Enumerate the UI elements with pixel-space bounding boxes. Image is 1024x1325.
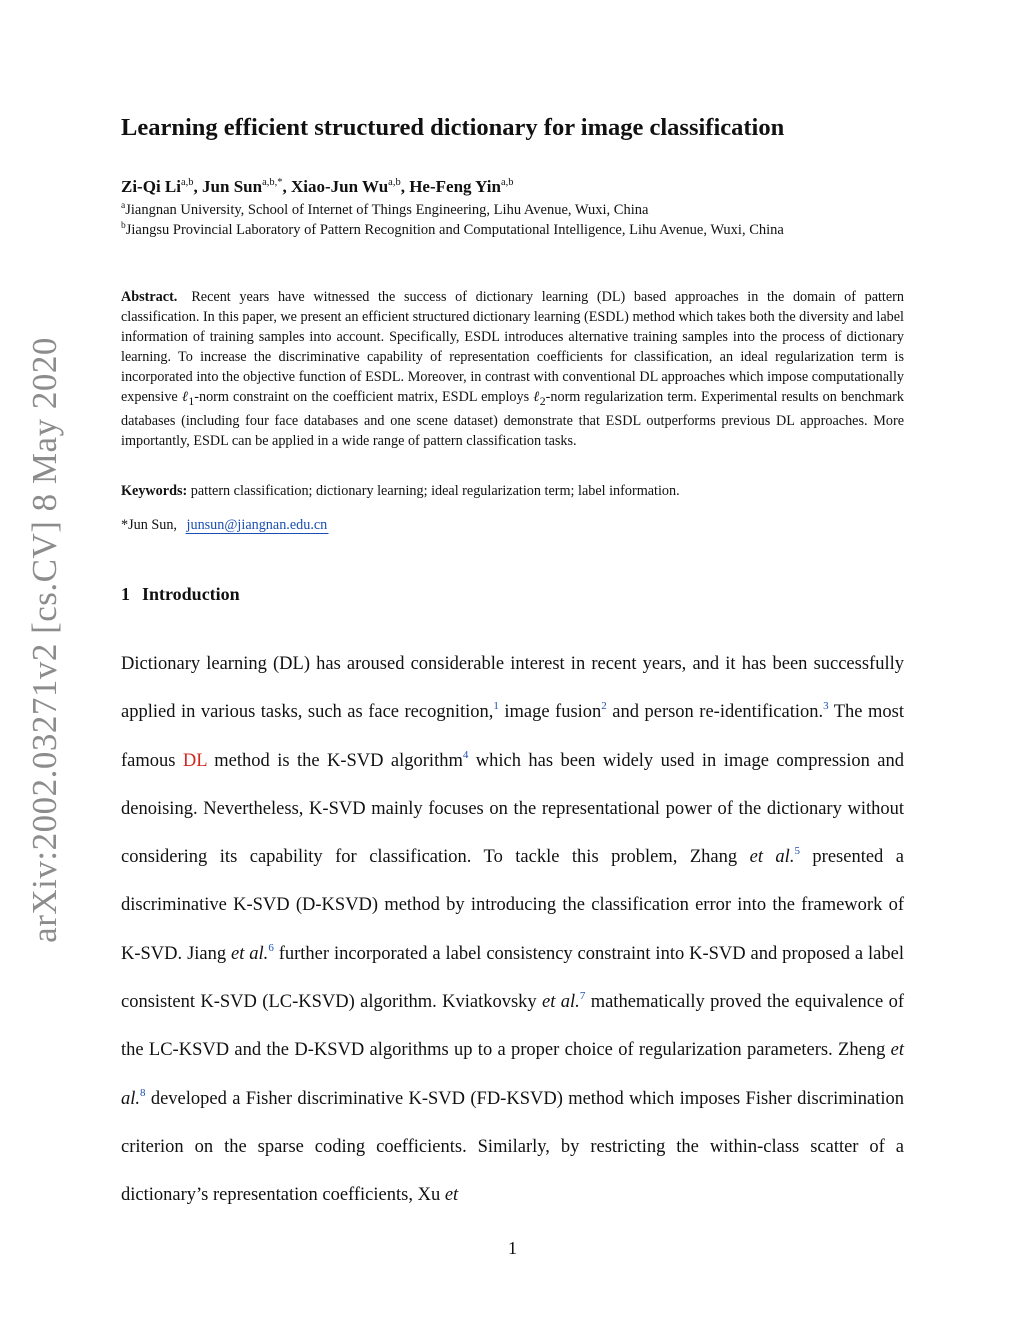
author-name: Jun Sun: [202, 177, 263, 196]
body-text-run: and person re-identification.: [606, 702, 824, 723]
abstract-label: Abstract.: [121, 289, 178, 305]
body-text-run: Dictionary learning (DL) has aroused considerable interest in recent years, and it has been successfully applied in various tasks, such as face recognition,: [121, 654, 904, 723]
affiliation-text: Jiangnan University, School of Internet of Things Engineering, Lihu Avenue, Wuxi, China: [125, 202, 649, 218]
abstract-text-3: -norm regularization term. Experimental results on benchmark databases (including four face databases and one scene dataset) demonstrate that ESDL outperforms previous DL approaches. More importantly, ESDL can be applied in a wide range of pattern classification tasks.: [121, 389, 904, 450]
body-text-run: mathematically proved the equivalence of the LC-KSVD and the D-KSVD algorithms up to a proper choice of regularization parameters. Zheng: [121, 992, 904, 1061]
l1-norm-subscript: 1: [188, 394, 195, 409]
citation-link[interactable]: 3: [823, 700, 829, 713]
author-separator: ,: [282, 177, 291, 196]
keywords: [121, 483, 680, 500]
l2-norm-subscript: 2: [539, 394, 546, 409]
author-separator: ,: [193, 177, 203, 196]
section-title: Introduction: [142, 584, 240, 604]
author-name: Zi-Qi Li: [121, 177, 181, 196]
l1-norm-symbol: ℓ: [181, 389, 189, 406]
author-separator: ,: [400, 177, 410, 196]
author-affiliation-mark: a,b: [180, 177, 194, 188]
body-text-run: image fusion: [498, 702, 602, 723]
et-al-text: et: [444, 1185, 459, 1206]
page-number: 1: [508, 1238, 517, 1258]
l2-norm-symbol: ℓ: [533, 389, 540, 406]
email-link[interactable]: junsun@jiangnan.edu.cn: [186, 517, 328, 533]
et-al-text: et al.: [542, 992, 580, 1013]
affiliation-text: Jiangsu Provincial Laboratory of Pattern Recognition and Computational Intelligence, Lihu Avenue, Wuxi, China: [125, 222, 784, 238]
affiliation-a: [121, 201, 648, 219]
body-text-run: The most famous: [121, 702, 904, 771]
corresponding-label: *Jun Sun,: [121, 517, 177, 533]
arxiv-identifier: arXiv:2002.03271v2 [cs.CV] 8 May 2020: [25, 337, 64, 943]
author-name: Xiao-Jun Wu: [290, 177, 389, 196]
citation-link[interactable]: 2: [601, 700, 607, 713]
citation-link[interactable]: 4: [462, 748, 469, 761]
et-al-text: et al.: [749, 847, 795, 868]
et-al-text: et al.: [231, 943, 269, 964]
author-list: [121, 177, 514, 197]
abstract-text-1: Recent years have witnessed the success of dictionary learning (DL) based approaches in the domain of pattern classification. In this paper, we present an efficient structured dictionary learning (ESDL) method which takes both the diversity and label information of training samples into account. Specifically, ESDL introduces alternative training samples into the process of dictionary learning. To increase the discriminative capability of representation coefficients for classification, an ideal regularization term is incorporated into the objective function of ESDL. Moreover, in contrast with conventional DL approaches which impose computationally expensive: [121, 289, 904, 406]
body-text-run: which has been widely used in image compression and denoising. Nevertheless, K-SVD mainly focuses on the representational power of the dictionary without considering its capability for classification. To tackle this problem, Zhang: [121, 750, 904, 868]
citation-link[interactable]: 8: [140, 1086, 146, 1099]
paper-title: Learning efficient structured dictionary for image classification: [121, 114, 785, 141]
abstract-text-2: -norm constraint on the coefficient matrix, ESDL employs: [194, 389, 534, 406]
author-affiliation-mark: a,b: [500, 177, 514, 188]
corresponding-author: [121, 517, 329, 534]
body-text-run: developed a Fisher discriminative K-SVD (FD-KSVD) method which imposes Fisher discrimination criterion on the sparse coding coefficients. Similarly, by restricting the within-class scatter of a dictionary’s representation coefficients, Xu: [121, 1088, 904, 1206]
keywords-label: Keywords:: [121, 483, 188, 499]
citation-link[interactable]: 6: [268, 941, 274, 954]
citation-link[interactable]: 1: [493, 700, 499, 713]
et-al-text: et al.: [121, 1040, 904, 1109]
body-text-run: method is the K-SVD algorithm: [206, 750, 463, 771]
citation-link[interactable]: 5: [794, 845, 800, 858]
arxiv-stamp: [20, 0, 70, 1325]
introduction-paragraph: [121, 640, 904, 1220]
author-name: He-Feng Yin: [409, 177, 501, 196]
keywords-text: pattern classification; dictionary learning; ideal regularization term; label information.: [190, 483, 680, 499]
abstract: [121, 287, 904, 452]
affiliation-mark: a: [121, 201, 126, 211]
body-text-run: presented a discriminative K-SVD (D-KSVD) method by introducing the classification error into the framework of K-SVD. Jiang: [121, 847, 904, 964]
citation-link[interactable]: 7: [579, 990, 586, 1003]
author-affiliation-mark: a,b,*: [262, 177, 283, 188]
author-affiliation-mark: a,b: [388, 177, 401, 188]
affiliation-mark: b: [121, 221, 126, 231]
section-heading-introduction: [121, 584, 240, 605]
affiliation-b: [121, 221, 784, 239]
section-number: 1: [121, 584, 130, 604]
dl-acronym-link[interactable]: DL: [182, 750, 207, 771]
body-text-run: further incorporated a label consistency constraint into K-SVD and proposed a label consistent K-SVD (LC-KSVD) algorithm. Kviatkovsky: [121, 943, 904, 1013]
